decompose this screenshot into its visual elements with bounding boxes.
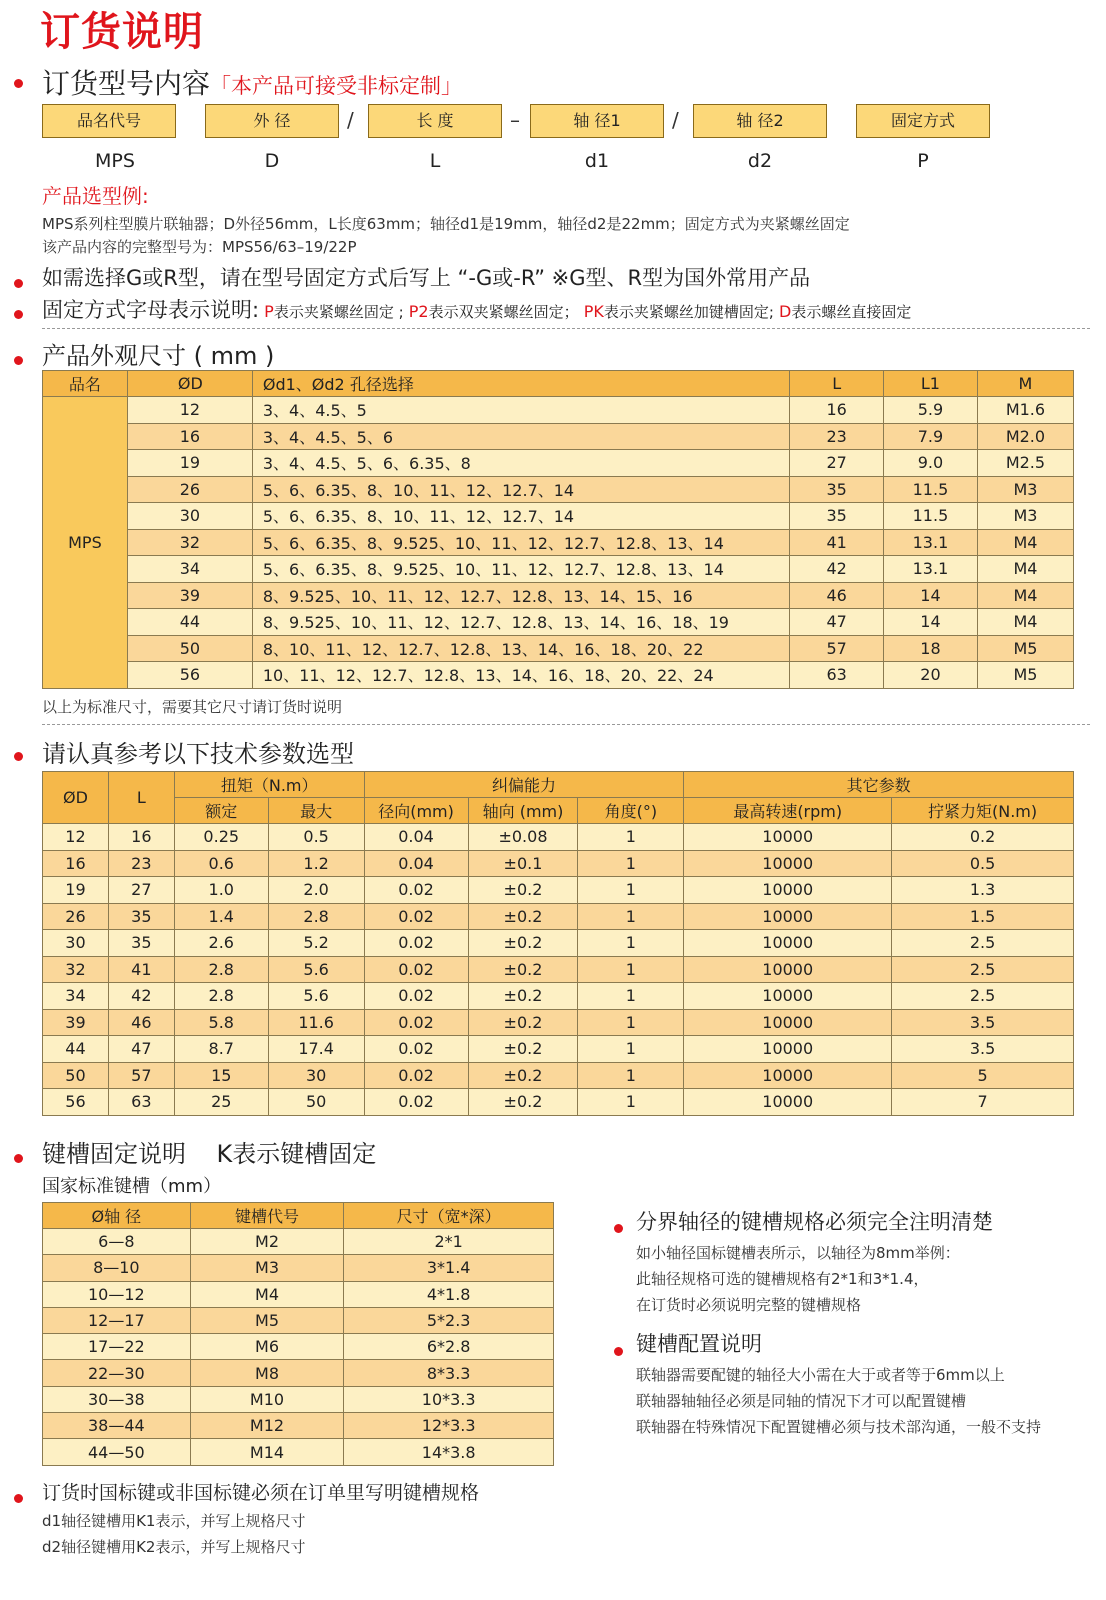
table-cell: 23 [790,423,884,450]
table-cell: 32 [43,956,109,983]
example-title: 产品选型例: [42,184,149,208]
table-cell: 0.02 [364,1062,468,1089]
table-cell: 22—30 [43,1360,191,1386]
table-cell: 5.6 [268,956,364,983]
table-cell: 0.02 [364,1036,468,1063]
table-cell: 3*1.4 [344,1255,554,1281]
col-header: 额定 [174,798,268,824]
table-cell: 2.6 [174,930,268,957]
col-header: 品名 [43,371,128,397]
table-cell: 30 [43,930,109,957]
fix-legend [42,294,911,324]
table-cell: 41 [108,956,174,983]
table-row [43,877,1074,904]
tech-heading: 请认真参考以下技术参数选型 [42,740,354,768]
table-cell: 1.5 [892,903,1074,930]
table-row [43,609,1074,636]
table-cell: 0.04 [364,824,468,851]
table-cell: 1 [578,903,684,930]
table-cell: 46 [108,1009,174,1036]
table-cell: 41 [790,529,884,556]
table-cell: 10*3.3 [344,1386,554,1412]
table-cell: 26 [127,476,252,503]
table-cell: 0.02 [364,930,468,957]
col-header: M [977,371,1073,397]
table-cell: 17.4 [268,1036,364,1063]
table-cell: ±0.2 [468,877,578,904]
table-cell: 17—22 [43,1334,191,1360]
table-cell: 7 [892,1089,1074,1116]
table-cell: 1 [578,1036,684,1063]
table-cell: 16 [127,423,252,450]
bullet-icon [14,1148,23,1167]
table-cell: 1.0 [174,877,268,904]
bullet-icon [14,746,23,765]
table-cell: 30 [127,503,252,530]
table-cell: 2.8 [174,983,268,1010]
table-row [43,1334,554,1360]
table-row [43,529,1074,556]
table-cell: 63 [108,1089,174,1116]
table-cell: 12—17 [43,1307,191,1333]
table-row [43,662,1074,689]
order-heading: 订货型号内容「本产品可接受非标定制」 [42,67,463,100]
fix-text: 表示螺丝直接固定 [791,303,912,321]
table-cell: M5 [190,1307,344,1333]
fix-code: P [264,302,274,321]
table-cell: 56 [43,1089,109,1116]
table-cell: 35 [108,903,174,930]
table-cell: 1 [578,824,684,851]
fix-label: 固定方式字母表示说明: [42,298,260,322]
table-cell: 7.9 [884,423,978,450]
table-cell: 12*3.3 [344,1413,554,1439]
table-cell: 18 [884,635,978,662]
code-value: D [264,150,280,172]
table-row [43,903,1074,930]
dims-footnote: 以上为标准尺寸，需要其它尺寸请订货时说明 [42,698,343,716]
col-header: ØD [127,371,252,397]
table-cell: 2*1 [344,1229,554,1255]
table-cell: 0.5 [892,850,1074,877]
table-cell: 47 [108,1036,174,1063]
table-cell: 10000 [684,824,892,851]
table-cell: 34 [127,556,252,583]
code-box-diameter: 外 径 [205,104,339,138]
table-cell: 1 [578,930,684,957]
table-cell: 10000 [684,877,892,904]
code-box-d2: 轴 径2 [693,104,827,138]
table-cell: 34 [43,983,109,1010]
table-row [43,1009,1074,1036]
table-cell: M3 [977,503,1073,530]
page-title: 订货说明 [40,9,204,55]
table-cell: 5、6、6.35、8、9.525、10、11、12、12.7、12.8、13、14 [252,556,789,583]
fix-code: P2 [408,302,429,321]
bullet-icon [14,273,23,292]
table-cell: 10000 [684,1062,892,1089]
table-cell: M3 [190,1255,344,1281]
table-cell: 13.1 [884,529,978,556]
table-cell: M4 [977,609,1073,636]
table-cell: 10000 [684,1036,892,1063]
table-cell: 10—12 [43,1281,191,1307]
table-cell: 23 [108,850,174,877]
table-cell: 42 [108,983,174,1010]
table-cell: 0.5 [268,824,364,851]
table-cell: 3.5 [892,1009,1074,1036]
table-cell: M10 [190,1386,344,1412]
dims-heading: 产品外观尺寸 ( mm ) [42,342,275,370]
col-header: 其它参数 [684,772,1074,798]
table-cell: M4 [977,529,1073,556]
bullet-icon [14,304,23,323]
code-value: L [429,150,441,172]
table-row [43,423,1074,450]
table-cell: 44 [127,609,252,636]
note-line: 如小轴径国标键槽表所示，以轴径为8mm举例： [636,1244,960,1262]
gr-note: 如需选择G或R型，请在型号固定方式后写上 “-G或-R” ※G型、R型为国外常用产品 [42,266,811,290]
table-row [43,1307,554,1333]
table-cell: 0.6 [174,850,268,877]
col-header: 扭矩（N.m） [174,772,364,798]
table-cell: M4 [190,1281,344,1307]
fix-text: 表示双夹紧螺丝固定； [428,303,579,321]
table-row [43,1036,1074,1063]
table-cell: 50 [268,1089,364,1116]
table-cell: 11.5 [884,503,978,530]
separator: / [672,108,679,132]
table-cell: 0.02 [364,983,468,1010]
table-cell: 30—38 [43,1386,191,1412]
table-cell: 1 [578,983,684,1010]
table-cell: 2.8 [268,903,364,930]
table-cell: 10000 [684,983,892,1010]
table-row [43,1413,554,1439]
table-cell: M2.5 [977,450,1073,477]
table-cell: 20 [884,662,978,689]
example-line: 该产品内容的完整型号为：MPS56/63–19/22P [42,238,357,256]
table-row [43,850,1074,877]
table-cell: 27 [790,450,884,477]
table-cell: M5 [977,662,1073,689]
table-cell: 1 [578,877,684,904]
table-cell: 1 [578,850,684,877]
bullet-icon [614,1341,623,1360]
table-row [43,1439,554,1465]
note2-title: 键槽配置说明 [636,1332,762,1356]
table-cell: 5、6、6.35、8、10、11、12、12.7、14 [252,503,789,530]
table-row [43,1089,1074,1116]
table-cell: 3、4、4.5、5、6 [252,423,789,450]
table-row [43,635,1074,662]
table-cell: ±0.1 [468,850,578,877]
code-box-d1: 轴 径1 [530,104,664,138]
table-cell: 0.02 [364,956,468,983]
col-header: 尺寸（宽*深） [344,1203,554,1229]
table-cell: 63 [790,662,884,689]
tech-table [42,771,1074,1116]
table-cell: 50 [127,635,252,662]
table-cell: M8 [190,1360,344,1386]
table-cell: 2.5 [892,983,1074,1010]
table-row [43,1062,1074,1089]
code-box-fixing: 固定方式 [856,104,990,138]
table-cell: M5 [977,635,1073,662]
col-header: 拧紧力矩(N.m) [892,798,1074,824]
table-cell: 32 [127,529,252,556]
separator: / [347,108,354,132]
col-header: Ø轴 径 [43,1203,191,1229]
table-cell: 8*3.3 [344,1360,554,1386]
table-cell: 0.25 [174,824,268,851]
table-cell: 47 [790,609,884,636]
table-cell: 1.3 [892,877,1074,904]
note-line: 在订货时必须说明完整的键槽规格 [636,1296,862,1314]
table-cell: 3.5 [892,1036,1074,1063]
table-cell: 19 [127,450,252,477]
table-cell: 14 [884,582,978,609]
table-cell: 8、9.525、10、11、12、12.7、12.8、13、14、16、18、19 [252,609,789,636]
table-cell: 10000 [684,956,892,983]
table-row [43,1386,554,1412]
table-cell: 5.6 [268,983,364,1010]
table-cell: 10000 [684,850,892,877]
table-cell: 11.6 [268,1009,364,1036]
code-box-product: 品名代号 [42,104,176,138]
col-header: ØD [43,772,109,824]
table-cell: 5.9 [884,397,978,424]
table-cell: 10000 [684,903,892,930]
table-row [43,503,1074,530]
table-cell: M4 [977,582,1073,609]
table-row [43,1255,554,1281]
col-header: L [108,772,174,824]
table-row [43,956,1074,983]
table-cell: M2.0 [977,423,1073,450]
table-cell: 2.5 [892,930,1074,957]
table-cell: ±0.2 [468,903,578,930]
col-header: L [790,371,884,397]
table-cell: 38—44 [43,1413,191,1439]
code-value: P [917,150,929,172]
table-cell: 16 [43,850,109,877]
note1-title: 分界轴径的键槽规格必须完全注明清楚 [636,1210,993,1234]
bullet-icon [14,1488,23,1507]
fix-code: D [778,302,792,321]
table-row [43,1360,554,1386]
table-cell: 1 [578,1089,684,1116]
keyway-subheading: 国家标准键槽（mm） [42,1176,222,1197]
table-cell: 3、4、4.5、5 [252,397,789,424]
table-cell: 35 [108,930,174,957]
table-cell: 12 [127,397,252,424]
table-cell: M1.6 [977,397,1073,424]
table-cell: 8、10、11、12、12.7、12.8、13、14、16、18、20、22 [252,635,789,662]
table-row [43,1229,554,1255]
divider [42,724,1090,725]
table-cell: 57 [108,1062,174,1089]
order-line: d2轴径键槽用K2表示，并写上规格尺寸 [42,1538,306,1556]
col-header: 轴向 (mm) [468,798,578,824]
table-cell: 0.04 [364,850,468,877]
table-cell: 56 [127,662,252,689]
table-cell: 11.5 [884,476,978,503]
table-cell: 12 [43,824,109,851]
table-cell: ±0.2 [468,956,578,983]
code-value: d2 [747,150,773,172]
table-cell: 4*1.8 [344,1281,554,1307]
table-cell: 5 [892,1062,1074,1089]
col-header: L1 [884,371,978,397]
table-cell: ±0.2 [468,1009,578,1036]
table-cell: 0.2 [892,824,1074,851]
order-line: d1轴径键槽用K1表示，并写上规格尺寸 [42,1512,306,1530]
table-cell: 2.8 [174,956,268,983]
table-cell: 8.7 [174,1036,268,1063]
table-cell: 14*3.8 [344,1439,554,1465]
table-cell: 5*2.3 [344,1307,554,1333]
table-cell: M14 [190,1439,344,1465]
table-cell: 13.1 [884,556,978,583]
table-cell: 30 [268,1062,364,1089]
table-row [43,824,1074,851]
table-cell: 1 [578,956,684,983]
table-cell: M4 [977,556,1073,583]
table-cell: M6 [190,1334,344,1360]
table-cell: 8—10 [43,1255,191,1281]
table-cell: ±0.2 [468,1062,578,1089]
table-cell: 6—8 [43,1229,191,1255]
col-header: 纠偏能力 [364,772,684,798]
table-cell: ±0.08 [468,824,578,851]
table-cell: 8、9.525、10、11、12、12.7、12.8、13、14、15、16 [252,582,789,609]
table-cell: 26 [43,903,109,930]
table-cell: 25 [174,1089,268,1116]
table-cell: 15 [174,1062,268,1089]
table-cell: 5、6、6.35、8、10、11、12、12.7、14 [252,476,789,503]
table-cell: 39 [127,582,252,609]
code-value: MPS [95,150,135,172]
table-cell: 14 [884,609,978,636]
table-cell: 5.8 [174,1009,268,1036]
keyway-table [42,1202,554,1466]
fix-code: PK [583,302,604,321]
table-row [43,556,1074,583]
table-cell: 0.02 [364,877,468,904]
table-cell: 10000 [684,1089,892,1116]
table-cell: M2 [190,1229,344,1255]
table-row [43,450,1074,477]
table-cell: 5.2 [268,930,364,957]
bullet-icon [14,73,23,92]
table-row [43,397,1074,424]
bullet-icon [614,1218,623,1237]
table-cell: M12 [190,1413,344,1439]
table-cell: ±0.2 [468,930,578,957]
table-cell: 50 [43,1062,109,1089]
example-line: MPS系列柱型膜片联轴器；D外径56mm，L长度63mm；轴径d1是19mm，轴径d2是22mm；固定方式为夹紧螺丝固定 [42,215,850,233]
bullet-icon [14,350,23,369]
separator: – [510,108,520,132]
code-value: d1 [584,150,610,172]
table-cell: 2.5 [892,956,1074,983]
table-cell: 19 [43,877,109,904]
col-header: 角度(°) [578,798,684,824]
table-cell: 5、6、6.35、8、9.525、10、11、12、12.7、12.8、13、14 [252,529,789,556]
note-line: 此轴径规格可选的键槽规格有2*1和3*1.4， [636,1270,929,1288]
fix-text: 表示夹紧螺丝固定 ; [273,303,404,321]
table-cell: ±0.2 [468,1089,578,1116]
table-cell: 44—50 [43,1439,191,1465]
col-header: 键槽代号 [190,1203,344,1229]
table-cell: 0.02 [364,903,468,930]
code-box-length: 长 度 [368,104,502,138]
table-cell: 9.0 [884,450,978,477]
table-row [43,476,1074,503]
table-cell: M3 [977,476,1073,503]
table-cell: 1.2 [268,850,364,877]
table-cell: 1 [578,1009,684,1036]
table-cell: 35 [790,503,884,530]
table-cell: 10000 [684,930,892,957]
table-cell: 39 [43,1009,109,1036]
table-cell: 2.0 [268,877,364,904]
table-cell: 27 [108,877,174,904]
col-header: 最高转速(rpm) [684,798,892,824]
table-cell: 6*2.8 [344,1334,554,1360]
product-name-cell: MPS [43,397,128,689]
col-header: Ød1、Ød2 孔径选择 [252,371,789,397]
col-header: 径向(mm) [364,798,468,824]
col-header: 最大 [268,798,364,824]
table-cell: 42 [790,556,884,583]
table-cell: 16 [108,824,174,851]
table-cell: 3、4、4.5、5、6、6.35、8 [252,450,789,477]
table-cell: 10、11、12、12.7、12.8、13、14、16、18、20、22、24 [252,662,789,689]
table-cell: 35 [790,476,884,503]
custom-note: 「本产品可接受非标定制」 [210,74,463,98]
table-cell: ±0.2 [468,983,578,1010]
keyway-heading: 键槽固定说明 K表示键槽固定 [42,1140,377,1168]
table-cell: 10000 [684,1009,892,1036]
table-row [43,1281,554,1307]
table-cell: 57 [790,635,884,662]
table-cell: 1 [578,1062,684,1089]
table-cell: ±0.2 [468,1036,578,1063]
table-cell: 0.02 [364,1089,468,1116]
table-cell: 16 [790,397,884,424]
fix-text: 表示夹紧螺丝加键槽固定; [603,303,774,321]
table-cell: 1.4 [174,903,268,930]
table-cell: 44 [43,1036,109,1063]
note-line: 联轴器需要配键的轴径大小需在大于或者等于6mm以上 [636,1366,1005,1384]
divider [42,328,1090,329]
note-line: 联轴器轴轴径必须是同轴的情况下才可以配置键槽 [636,1392,967,1410]
order-note: 订货时国标键或非国标键必须在订单里写明键槽规格 [42,1482,480,1504]
note-line: 联轴器在特殊情况下配置键槽必须与技术部沟通，一般不支持 [636,1418,1042,1436]
table-row [43,983,1074,1010]
table-row [43,582,1074,609]
table-cell: 46 [790,582,884,609]
table-cell: 0.02 [364,1009,468,1036]
table-row [43,930,1074,957]
dims-table [42,370,1074,689]
